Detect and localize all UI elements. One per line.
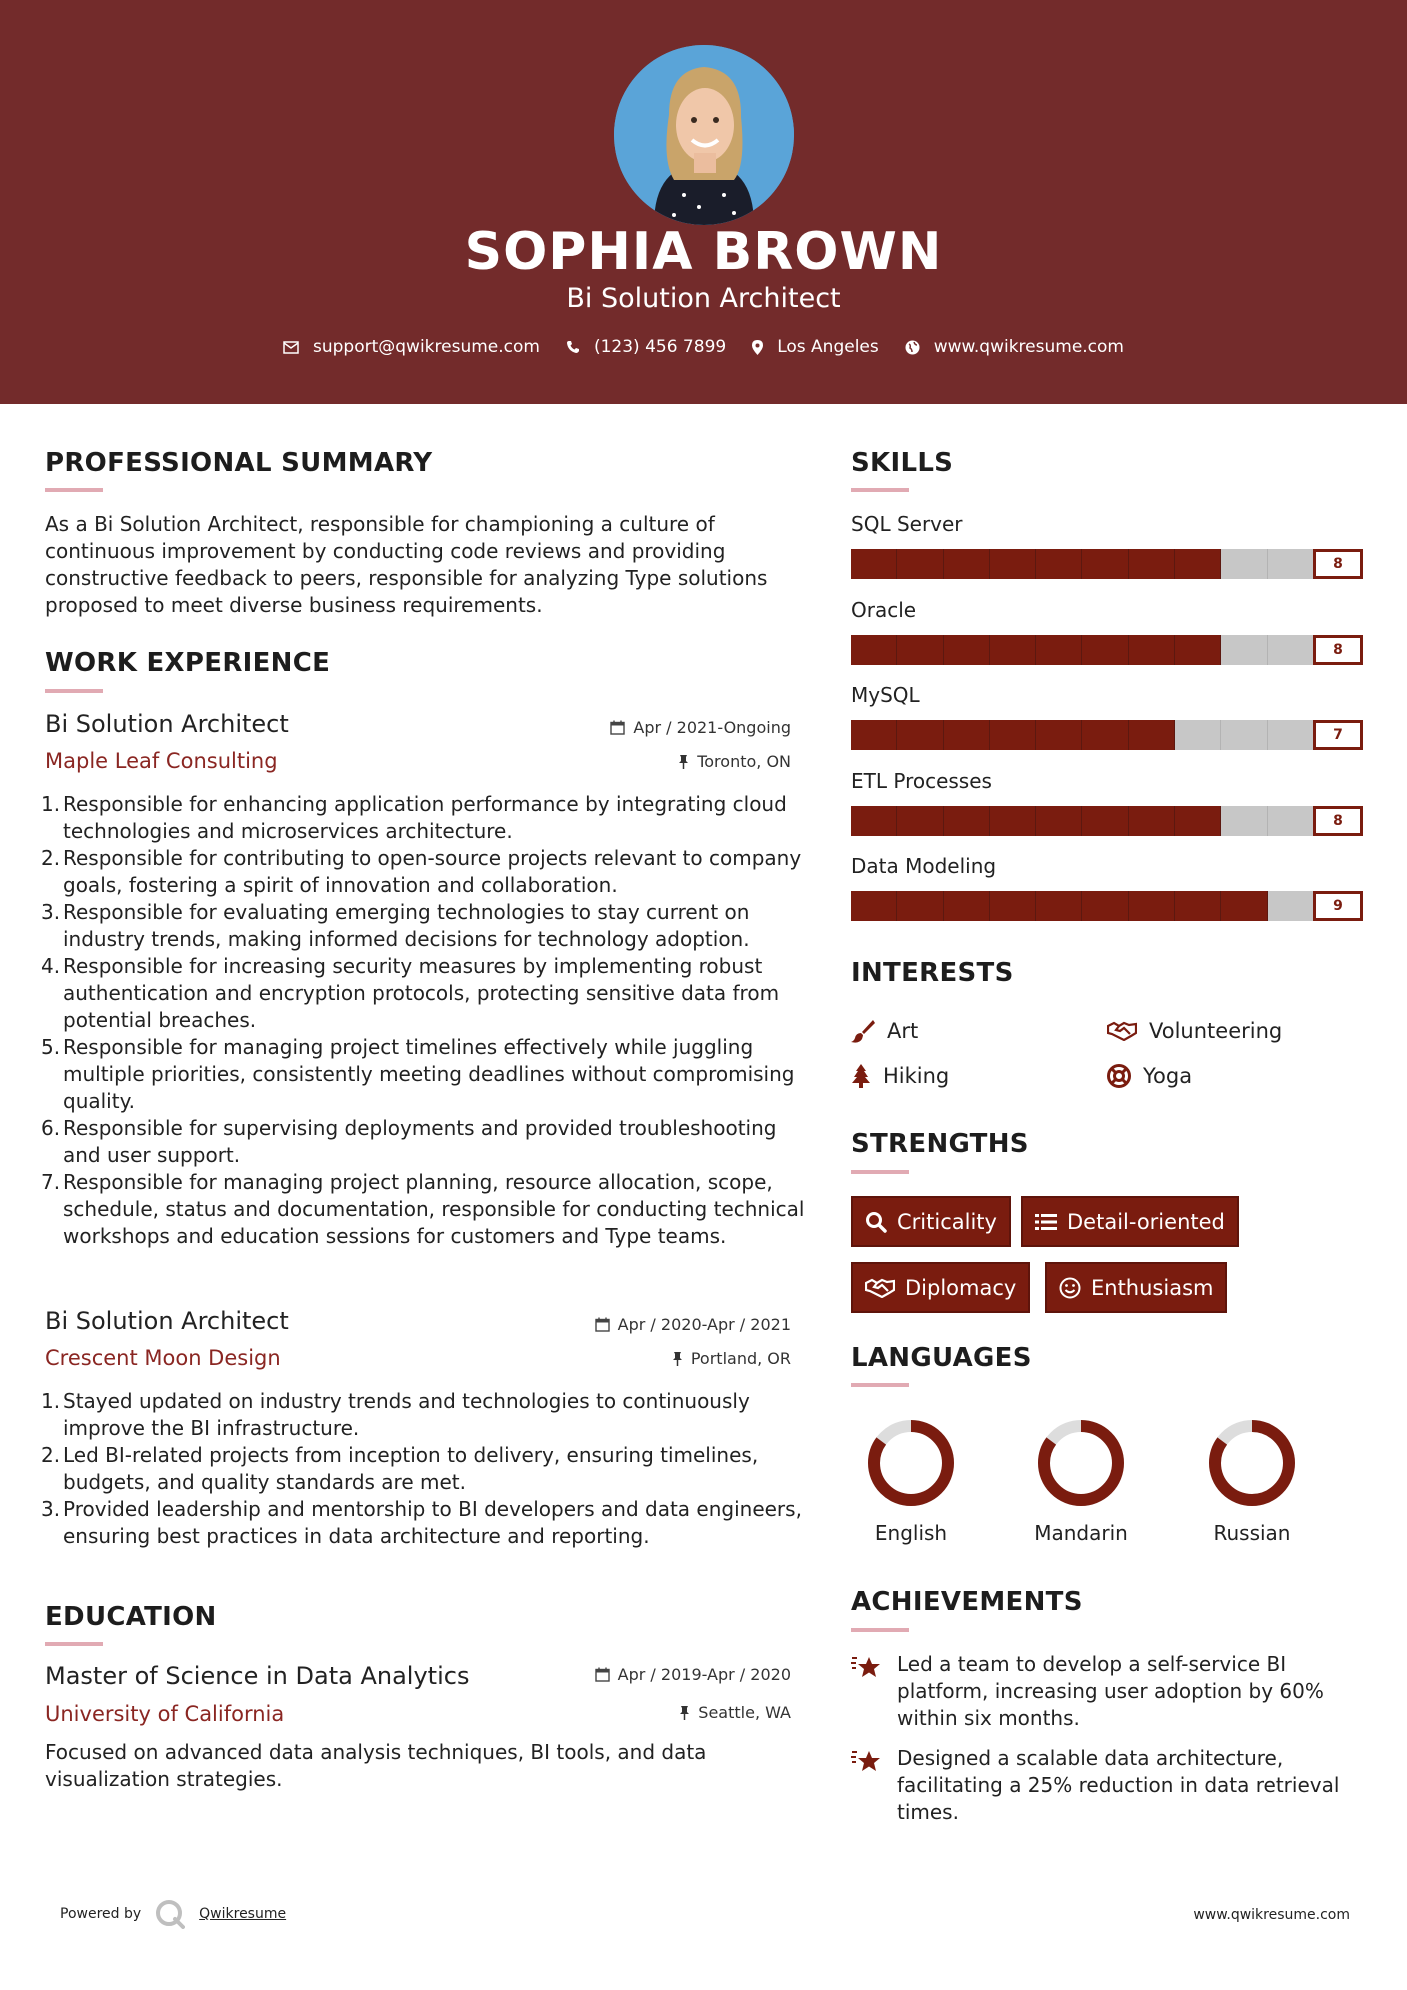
skill-segment-empty xyxy=(1221,635,1267,665)
skill-segment-filled xyxy=(851,635,897,665)
skill-segment-filled xyxy=(1082,635,1128,665)
language-item xyxy=(1182,1418,1322,1545)
education-description: Focused on advanced data analysis techniques, BI tools, and data visualization strategies. xyxy=(45,1740,707,1791)
job-location xyxy=(531,1349,791,1371)
skill-segment-empty xyxy=(1268,549,1314,579)
skill-segment-filled xyxy=(1082,806,1128,836)
education-heading-underline xyxy=(45,1642,103,1646)
skill-segment-filled xyxy=(1175,891,1221,921)
trophy-star-icon xyxy=(851,1747,883,1775)
skill-level-badge: 8 xyxy=(1313,806,1363,836)
job-dates xyxy=(531,718,791,740)
interest-item-volunteering xyxy=(1107,1019,1282,1043)
interests-heading: INTERESTS xyxy=(851,958,1014,988)
phone-icon xyxy=(566,340,580,354)
interest-label: Art xyxy=(887,1019,919,1043)
interest-label: Yoga xyxy=(1143,1064,1193,1088)
strength-detail-oriented xyxy=(1021,1196,1239,1247)
skill-segment-filled xyxy=(851,806,897,836)
skill-segment-filled xyxy=(990,806,1036,836)
strength-label: Detail-oriented xyxy=(1067,1209,1225,1234)
skill-segment-empty xyxy=(1268,891,1314,921)
skill-segment-filled xyxy=(990,720,1036,750)
tree-icon xyxy=(851,1064,871,1088)
skill-level-bar xyxy=(851,720,1314,750)
skill-segment-filled xyxy=(1129,806,1175,836)
skill-segment-empty xyxy=(1268,806,1314,836)
strength-enthusiasm xyxy=(1045,1262,1227,1313)
skill-segment-filled xyxy=(1221,891,1267,921)
contact-email[interactable] xyxy=(283,337,540,357)
skill-segment-filled xyxy=(897,720,943,750)
qwikresume-logo-icon xyxy=(155,1899,185,1929)
job-location-text: Portland, OR xyxy=(690,1349,791,1368)
language-proficiency-donut xyxy=(1036,1418,1126,1508)
education-dates xyxy=(531,1665,791,1687)
interest-item-hiking xyxy=(851,1064,949,1088)
skill-segment-filled xyxy=(1129,635,1175,665)
skill-name: Data Modeling xyxy=(851,854,997,878)
pushpin-icon xyxy=(679,1705,690,1720)
skill-segment-filled xyxy=(944,549,990,579)
skill-level-bar xyxy=(851,806,1314,836)
job-dates xyxy=(531,1315,791,1337)
skill-segment-filled xyxy=(897,635,943,665)
language-name: English xyxy=(874,1521,948,1545)
skill-segment-filled xyxy=(1082,720,1128,750)
trophy-star-icon xyxy=(851,1653,883,1681)
languages-heading-underline xyxy=(851,1383,909,1387)
strengths-heading: STRENGTHS xyxy=(851,1129,1029,1159)
skill-segment-filled xyxy=(851,549,897,579)
skill-segment-filled xyxy=(897,806,943,836)
handshake-icon xyxy=(1107,1021,1137,1041)
strength-label: Criticality xyxy=(897,1209,997,1234)
achievement-item xyxy=(851,1651,1371,1732)
language-proficiency-donut xyxy=(866,1418,956,1508)
skill-segment-filled xyxy=(944,891,990,921)
footer-powered-by xyxy=(60,1899,286,1929)
skill-segment-filled xyxy=(1036,806,1082,836)
skill-segment-filled xyxy=(897,891,943,921)
smile-icon xyxy=(1059,1277,1081,1299)
skill-segment-filled xyxy=(1036,720,1082,750)
skill-segment-filled xyxy=(944,806,990,836)
lifebuoy-icon xyxy=(1107,1064,1131,1088)
contact-website[interactable] xyxy=(905,337,1124,357)
skills-heading-underline xyxy=(851,488,909,492)
skill-segment-filled xyxy=(851,891,897,921)
summary-text: As a Bi Solution Architect, responsible for championing a culture of continuous improvement by conducting code reviews and providing constructive feedback to peers, responsible for analyzing Type solutions proposed to meet diverse business requirements. xyxy=(45,512,768,617)
experience-heading-underline xyxy=(45,689,103,693)
strength-label: Enthusiasm xyxy=(1091,1275,1214,1300)
profile-photo xyxy=(614,45,794,225)
interest-item-art xyxy=(851,1019,918,1043)
list-item: 3. Responsible for evaluating emerging technologies to stay current on industry trends, making informed decisions for technology adoption. xyxy=(41,900,750,951)
skill-level-bar xyxy=(851,635,1314,665)
pushpin-icon xyxy=(672,1351,683,1366)
skill-segment-empty xyxy=(1175,720,1221,750)
map-pin-icon xyxy=(752,340,763,355)
calendar-icon xyxy=(595,1317,610,1332)
achievements-heading-underline xyxy=(851,1628,909,1632)
summary-heading: PROFESSIONAL SUMMARY xyxy=(45,448,433,478)
skill-segment-filled xyxy=(1036,635,1082,665)
list-item: 4. Responsible for increasing security measures by implementing robust authentication and encryption protocols, protecting sensitive data from potential breaches. xyxy=(41,954,780,1032)
job-title: Bi Solution Architect xyxy=(45,710,289,738)
location-text: Los Angeles xyxy=(777,337,879,357)
skill-segment-filled xyxy=(1175,549,1221,579)
qwikresume-link[interactable]: Qwikresume xyxy=(199,1906,287,1922)
skill-segment-empty xyxy=(1221,549,1267,579)
search-icon xyxy=(865,1211,887,1233)
language-name: Mandarin xyxy=(1034,1521,1128,1545)
skill-segment-filled xyxy=(1175,806,1221,836)
skill-segment-empty xyxy=(1221,720,1267,750)
globe-icon xyxy=(905,340,920,355)
contact-location xyxy=(752,337,879,357)
skill-name: ETL Processes xyxy=(851,768,992,793)
interest-label: Hiking xyxy=(883,1064,950,1088)
strength-criticality xyxy=(851,1196,1011,1247)
skill-level-badge: 7 xyxy=(1313,720,1363,750)
education-location xyxy=(531,1703,791,1725)
interest-item-yoga xyxy=(1107,1064,1192,1088)
skill-segment-filled xyxy=(1129,549,1175,579)
strength-diplomacy xyxy=(851,1262,1030,1313)
skill-segment-filled xyxy=(1129,720,1175,750)
job-location xyxy=(531,752,791,774)
skill-name: SQL Server xyxy=(851,512,963,536)
school-name: University of California xyxy=(45,1702,285,1726)
list-item: 2. Led BI-related projects from inception to delivery, ensuring timelines, budgets, and quality standards are met. xyxy=(41,1443,759,1494)
language-item xyxy=(1011,1418,1151,1545)
resume-header xyxy=(0,0,1407,404)
job-title: Bi Solution Architect xyxy=(45,1307,289,1335)
contact-phone[interactable] xyxy=(566,337,726,357)
candidate-title: Bi Solution Architect xyxy=(566,283,841,314)
job-location-text: Toronto, ON xyxy=(697,752,791,771)
skill-segment-empty xyxy=(1268,635,1314,665)
list-item: 7. Responsible for managing project planning, resource allocation, scope, schedule, status and documentation, responsible for conducting technical workshops and education sessions for customers and Type teams. xyxy=(41,1170,805,1248)
skill-segment-empty xyxy=(1268,720,1314,750)
skill-segment-filled xyxy=(1036,891,1082,921)
list-item: 6. Responsible for supervising deployments and provided troubleshooting and user support. xyxy=(41,1116,777,1167)
skill-name: MySQL xyxy=(851,683,920,707)
skill-segment-filled xyxy=(897,549,943,579)
education-dates-text: Apr / 2019-Apr / 2020 xyxy=(617,1665,791,1684)
job-duties-list xyxy=(41,1388,805,1550)
website-text: www.qwikresume.com xyxy=(933,337,1124,357)
job-dates-text: Apr / 2021-Ongoing xyxy=(633,718,791,737)
achievement-text: Designed a scalable data architecture, facilitating a 25% reduction in data retrieval times. xyxy=(897,1746,1340,1824)
skill-level-bar xyxy=(851,891,1314,921)
calendar-icon xyxy=(610,720,625,735)
envelope-icon xyxy=(283,341,299,354)
language-item xyxy=(841,1418,981,1545)
achievements-heading: ACHIEVEMENTS xyxy=(851,1587,1083,1617)
skill-segment-filled xyxy=(1082,549,1128,579)
skill-segment-filled xyxy=(990,549,1036,579)
skills-heading: SKILLS xyxy=(851,448,954,478)
list-item: 3. Provided leadership and mentorship to BI developers and data engineers, ensuring best practices in data architecture and reporting. xyxy=(41,1497,802,1548)
skill-segment-filled xyxy=(1082,891,1128,921)
paintbrush-icon xyxy=(851,1019,875,1043)
pushpin-icon xyxy=(678,754,689,769)
phone-text: (123) 456 7899 xyxy=(593,337,727,357)
skill-segment-filled xyxy=(990,635,1036,665)
skill-segment-filled xyxy=(1129,891,1175,921)
summary-heading-underline xyxy=(45,488,103,492)
strengths-heading-underline xyxy=(851,1170,909,1174)
list-icon xyxy=(1035,1213,1057,1231)
education-heading: EDUCATION xyxy=(45,1602,217,1632)
calendar-icon xyxy=(595,1667,610,1682)
list-item: 1. Stayed updated on industry trends and technologies to continuously improve the BI infrastructure. xyxy=(41,1389,750,1440)
interest-label: Volunteering xyxy=(1149,1019,1283,1043)
skill-segment-filled xyxy=(944,720,990,750)
candidate-name: SOPHIA BROWN xyxy=(464,222,943,282)
email-text: support@qwikresume.com xyxy=(313,337,540,357)
languages-heading: LANGUAGES xyxy=(851,1343,1032,1373)
skill-segment-filled xyxy=(1175,635,1221,665)
skill-segment-filled xyxy=(990,891,1036,921)
degree-title: Master of Science in Data Analytics xyxy=(45,1662,470,1690)
experience-heading: WORK EXPERIENCE xyxy=(45,648,331,678)
education-location-text: Seattle, WA xyxy=(698,1703,791,1722)
skill-level-badge: 8 xyxy=(1313,635,1363,665)
company-name: Maple Leaf Consulting xyxy=(45,749,278,773)
contact-row xyxy=(0,337,1407,357)
achievement-text: Led a team to develop a self-service BI platform, increasing user adoption by 60% within six months. xyxy=(897,1652,1324,1730)
list-item: 2. Responsible for contributing to open-source projects relevant to company goals, fostering a spirit of innovation and collaboration. xyxy=(41,846,802,897)
skill-segment-filled xyxy=(851,720,897,750)
company-name: Crescent Moon Design xyxy=(45,1346,281,1370)
skill-level-badge: 9 xyxy=(1313,891,1363,921)
skill-segment-filled xyxy=(944,635,990,665)
job-duties-list xyxy=(41,791,805,1250)
strength-label: Diplomacy xyxy=(905,1275,1017,1300)
handshake-icon xyxy=(865,1278,895,1298)
skill-level-bar xyxy=(851,549,1314,579)
list-item: 5. Responsible for managing project timelines effectively while juggling multiple priorities, consistently meeting deadlines without compromising quality. xyxy=(41,1035,795,1113)
language-proficiency-donut xyxy=(1207,1418,1297,1508)
job-dates-text: Apr / 2020-Apr / 2021 xyxy=(617,1315,791,1334)
language-name: Russian xyxy=(1213,1521,1291,1545)
skill-name: Oracle xyxy=(851,597,917,622)
footer-website[interactable]: www.qwikresume.com xyxy=(1193,1907,1350,1923)
achievement-item xyxy=(851,1745,1371,1826)
skill-segment-filled xyxy=(1036,549,1082,579)
skill-segment-empty xyxy=(1221,806,1267,836)
list-item: 1. Responsible for enhancing application performance by integrating cloud technologies and microservices architecture. xyxy=(41,792,787,843)
powered-by-label: Powered by xyxy=(60,1906,142,1922)
skill-level-badge: 8 xyxy=(1313,549,1363,579)
